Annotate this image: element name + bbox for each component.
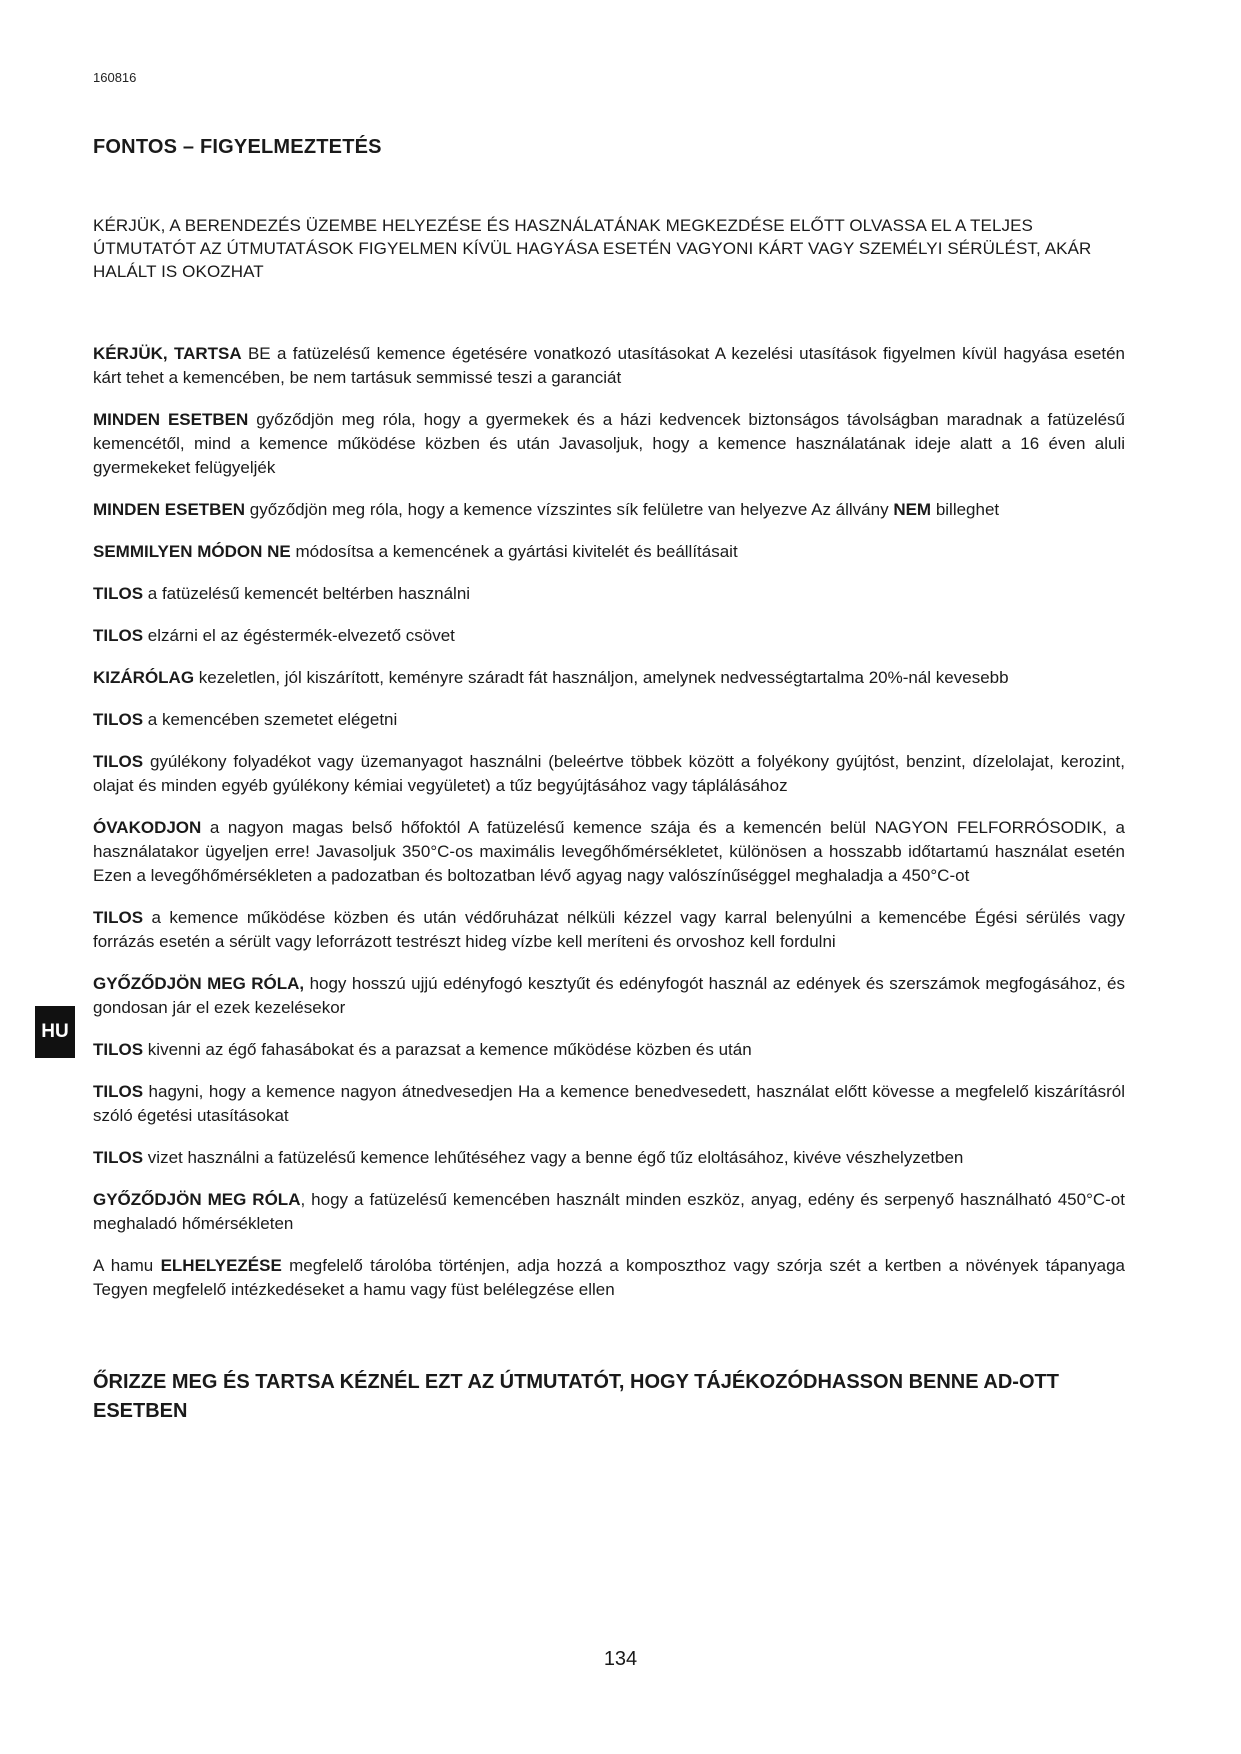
safety-rule	[93, 498, 1125, 522]
rule-text: megfelelő tárolóba történjen, adja hozzá a komposzthoz vagy szórja szét a kertben a növények tápanyaga Tegyen megfelelő intézkedéseket a hamu vagy füst belélegzése ellen	[93, 1256, 1126, 1299]
rule-text: billeghet	[931, 500, 1000, 519]
rule-text: kivenni az égő fahasábokat és a parazsat a kemence működése közben és után	[143, 1040, 752, 1059]
rule-text: módosítsa a kemencének a gyártási kivitelét és beállításait	[290, 542, 738, 561]
intro-warning: KÉRJÜK, A BERENDEZÉS ÜZEMBE HELYEZÉSE ÉS HASZNÁLATÁNAK MEGKEZDÉSE ELŐTT OLVASSA EL A TELJES ÚTMUTATÓT AZ ÚTMUTATÁSOK FIGYELMEN KÍVÜL HAGYÁSA ESETÉN VAGYONI KÁRT VAGY SZEMÉLYI SÉRÜLÉST, AKÁR HALÁLT IS OKOZHAT	[93, 216, 1092, 281]
rule-text: a kemencében szemetet elégetni	[143, 710, 398, 729]
safety-rule	[93, 1254, 1125, 1302]
rule-bold: NEM	[893, 500, 932, 519]
rule-text: győződjön meg róla, hogy a gyermekek és a házi kedvencek biztonságos távolságban maradnak a fatüzelésű kemencétől, mind a kemence működése közben és után Javasoljuk, hogy a kemence használatának ideje alatt a 16 éven aluli gyermekeket felügyeljék	[93, 410, 1126, 477]
safety-rule	[93, 408, 1125, 480]
rule-text: a fatüzelésű kemencét beltérben használni	[143, 584, 471, 603]
safety-rule	[93, 750, 1125, 798]
safety-rule	[93, 708, 1125, 732]
safety-rule	[93, 1080, 1125, 1128]
rule-bold: KIZÁRÓLAG	[93, 668, 195, 687]
rule-bold: SEMMILYEN MÓDON NE	[93, 542, 291, 561]
safety-rule	[93, 1188, 1125, 1236]
rule-bold: GYŐZŐDJÖN MEG RÓLA,	[93, 974, 305, 993]
safety-rules-list	[93, 342, 1125, 1320]
rule-text: BE a fatüzelésű kemence égetésére vonatkozó utasításokat A kezelési utasítások figyelmen kívül hagyása esetén kárt tehet a kemencében, be nem tartásuk semmissé teszi a garanciát	[93, 344, 1125, 387]
rule-bold: TILOS	[93, 710, 144, 729]
safety-rule	[93, 816, 1125, 888]
safety-rule	[93, 972, 1125, 1020]
rule-text: a kemence működése közben és után védőruházat nélküli kézzel vagy karral belenyúlni a kemencébe Égési sérülés vagy forrázás esetén a sérült vagy leforrázott testrészt hideg vízbe kell meríteni és orvoshoz kell fordulni	[93, 908, 1125, 951]
rule-bold: TILOS	[93, 1082, 144, 1101]
rule-bold: MINDEN ESETBEN	[93, 500, 246, 519]
rule-bold: TILOS	[93, 1148, 144, 1167]
safety-rule	[93, 342, 1125, 390]
safety-rule	[93, 624, 1125, 648]
rule-text: kezeletlen, jól kiszárított, keményre száradt fát használjon, amelynek nedvességtartalma 20%-nál kevesebb	[194, 668, 1009, 687]
page-title: FONTOS – FIGYELMEZTETÉS	[93, 136, 382, 158]
rule-text: győződjön meg róla, hogy a kemence vízszintes sík felületre van helyezve Az állvány	[245, 500, 894, 519]
rule-bold: KÉRJÜK, TARTSA	[93, 344, 242, 363]
rule-text: hogy hosszú ujjú edényfogó kesztyűt és edényfogót használ az edények és szerszámok megfogásához, és gondosan jár el ezek kezelésekor	[93, 974, 1125, 1017]
rule-text: a nagyon magas belső hőfoktól A fatüzelésű kemence szája és a kemencén belül NAGYON FELFORRÓSODIK, a használatakor ügyeljen erre! Javasoljuk 350°C-os maximális levegőhőmérsékletet, különösen a hosszabb időtartamú használat esetén Ezen a levegőhőmérsékleten a padozatban és boltozatban lévő agyag nagy valószínűséggel meghaladja a 450°C-ot	[93, 818, 1125, 885]
rule-bold: TILOS	[93, 626, 144, 645]
safety-rule	[93, 666, 1125, 690]
document-code: 160816	[93, 70, 137, 85]
rule-bold: TILOS	[93, 908, 144, 927]
rule-text: vizet használni a fatüzelésű kemence lehűtéséhez vagy a benne égő tűz eloltásához, kivéve vészhelyzetben	[143, 1148, 964, 1167]
keep-manual-note: ŐRIZZE MEG ÉS TARTSA KÉZNÉL EZT AZ ÚTMUTATÓT, HOGY TÁJÉKOZÓDHASSON BENNE AD-OTT ESETBEN	[93, 1371, 1059, 1422]
rule-text: elzárni el az égéstermék-elvezető csövet	[143, 626, 455, 645]
language-tab: HU	[35, 1006, 75, 1058]
rule-bold: TILOS	[93, 584, 144, 603]
safety-rule	[93, 540, 1125, 564]
rule-bold: ELHELYEZÉSE	[160, 1256, 282, 1275]
rule-lead: A hamu	[93, 1256, 161, 1275]
rule-bold: GYŐZŐDJÖN MEG RÓLA	[93, 1190, 301, 1209]
rule-bold: MINDEN ESETBEN	[93, 410, 249, 429]
page-number: 134	[603, 1648, 638, 1670]
rule-bold: ÓVAKODJON	[93, 818, 202, 837]
rule-bold: TILOS	[93, 752, 144, 771]
rule-text: hagyni, hogy a kemence nagyon átnedvesedjen Ha a kemence benedvesedett, használat előtt kövesse a megfelelő kiszárításról szóló égetési utasításokat	[93, 1082, 1125, 1125]
safety-rule	[93, 582, 1125, 606]
safety-rule	[93, 1146, 1125, 1170]
rule-text: , hogy a fatüzelésű kemencében használt minden eszköz, anyag, edény és serpenyő használható 450°C-ot meghaladó hőmérsékleten	[93, 1190, 1125, 1233]
safety-rule	[93, 906, 1125, 954]
safety-rule	[93, 1038, 1125, 1062]
rule-text: gyúlékony folyadékot vagy üzemanyagot használni (beleértve többek között a folyékony gyújtóst, benzint, dízelolajat, kerozint, olajat és minden egyéb gyúlékony kémiai vegyületet) a tűz begyújtásához vagy táplálásához	[93, 752, 1125, 795]
rule-bold: TILOS	[93, 1040, 144, 1059]
